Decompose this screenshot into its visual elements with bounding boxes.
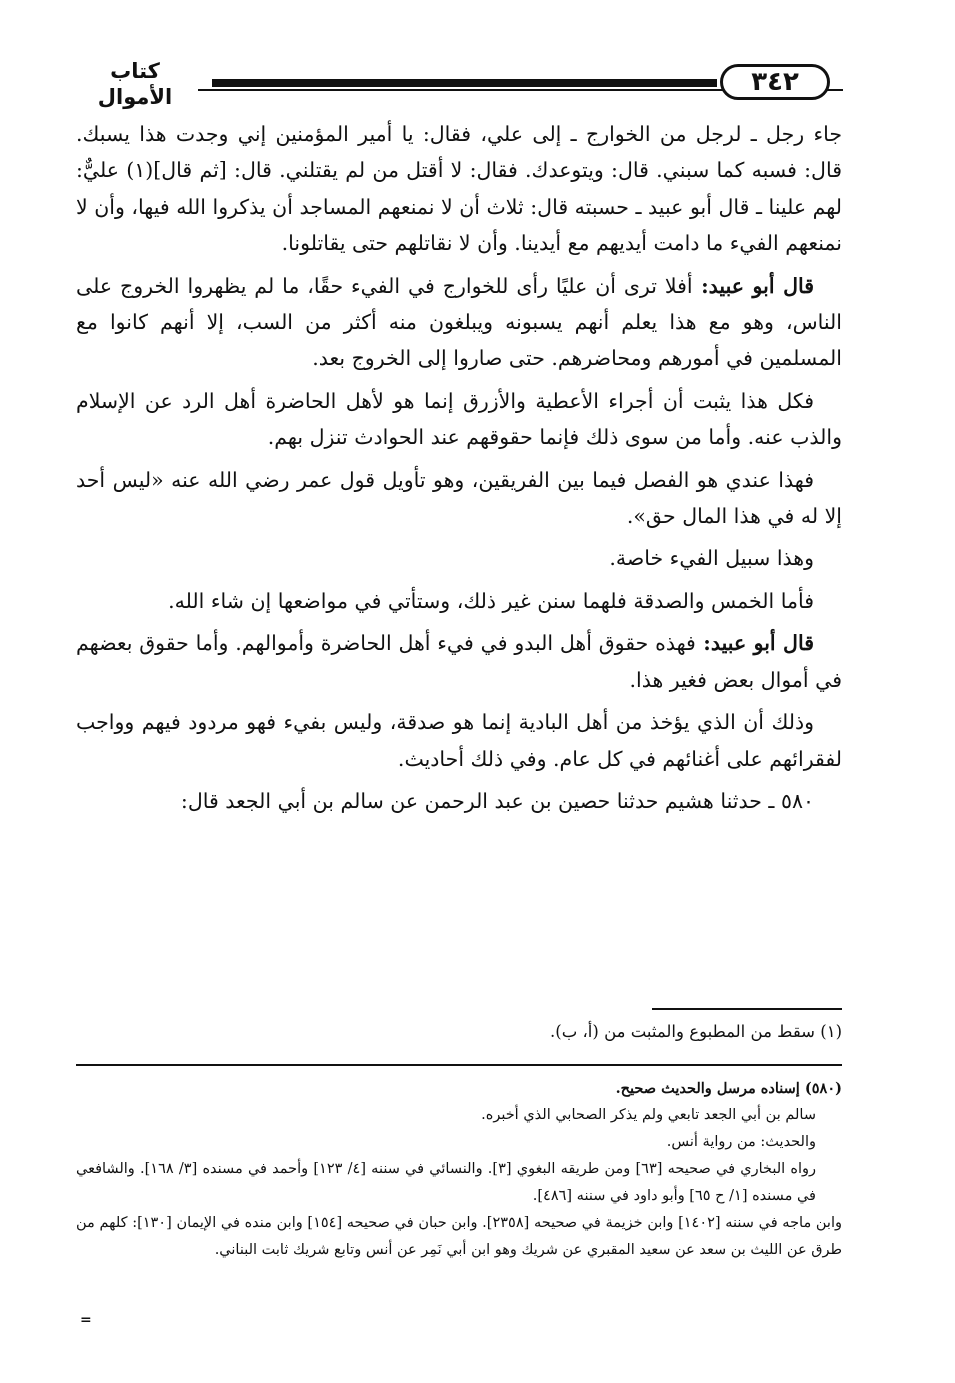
paragraph-text: وذلك أن الذي يؤخذ من أهل البادية إنما هو صدقة، وليس بفيء فهو مردود فيهم وواجب لفقرائهم على أغنائهم في كل عام. وفي ذلك أحاديث.	[76, 710, 842, 771]
speaker-label: قال أبو عبيد:	[695, 631, 814, 656]
paragraph	[76, 383, 842, 456]
footnote-line: والحديث: من رواية أنس.	[666, 1134, 816, 1150]
speaker-label: قال أبو عبيد:	[692, 273, 815, 298]
paragraph	[76, 268, 842, 377]
hadith-580-notes	[76, 1075, 842, 1264]
paragraph-text: فهذه حقوق أهل البدو في فيء أهل الحاضرة وأموالهم. وأما حقوق بعضهم في أموال بعض فغير هذا.	[76, 631, 842, 692]
footnote-line: (٥٨٠) إسناده مرسل والحديث صحيح.	[615, 1080, 842, 1097]
page-number: ٣٤٢	[720, 64, 830, 100]
paragraph	[76, 462, 842, 535]
page-header	[72, 59, 843, 109]
footnote-divider	[76, 1064, 842, 1066]
footnote-line: سالم بن أبي الجعد تابعي ولم يذكر الصحابي الذي أخبره.	[481, 1107, 816, 1123]
paragraph	[76, 116, 842, 262]
paragraph-text: وهذا سبيل الفيء خاصة.	[609, 546, 814, 571]
paragraph	[76, 625, 842, 698]
main-text	[76, 116, 842, 825]
paragraph	[76, 783, 842, 819]
paragraph-text: فكل هذا يثبت أن أجراء الأعطية والأزرق إنما هو لأهل الحاضرة أهل الرد عن الإسلام والذب عنه. وأما من سوى ذلك فإنما حقوقهم عند الحوادث تنزل بهم.	[76, 388, 842, 450]
paragraph-text: ٥٨٠ ـ حدثنا هشيم حدثنا حصين بن عبد الرحمن عن سالم بن أبي الجعد قال:	[180, 788, 814, 813]
paragraph	[76, 583, 842, 619]
footnote-line: رواه البخاري في صحيحه [٦٣] ومن طريقه البغوي [٣]. والنسائي في سننه [٤/ ١٢٣] وأحمد في مسنده [٣/ ١٦٨]. والشافعي في مسنده [١/ ح ٦٥] وأبو داود في سننه [٤٨٦].	[76, 1161, 817, 1204]
footnote-separator	[652, 1008, 842, 1010]
paragraph-text: فهذا عندي هو الفصل فيما بين الفريقين، وهو تأويل قول عمر رضي الله عنه «ليس أحد إلا له في هذا المال حق».	[76, 467, 842, 529]
continuation-mark: =	[80, 1312, 92, 1328]
paragraph-text: فأما الخمس والصدقة فلهما سنن غير ذلك، وستأتي في مواضعها إن شاء الله.	[168, 588, 814, 613]
paragraph-text: جاء رجل ـ لرجل من الخوارج ـ إلى علي، فقال: يا أمير المؤمنين إني وجدت هذا يسبك. قال: فسبه كما سبني. قال: ويتوعدك. فقال: لا أقتل من لم يقتلني. قال: [ثم قال](١) عليٌّ: لهم علينا ـ قال أبو عبيد ـ حسبته قال: ثلاث أن لا نمنعهم المساجد أن يذكروا الله فيها، وأن لا نمنعهم الفيء ما دامت أيديهم مع أيدينا. وأن لا نقاتلهم حتى يقاتلونا.	[76, 122, 843, 256]
footnote-1: (١) سقط من المطبوع والمثبت من (أ، ب).	[550, 1022, 842, 1041]
book-title: كتاب الأموال	[72, 58, 198, 110]
paragraph	[76, 540, 842, 576]
paragraph-text: أفلا ترى أن عليًا رأى للخوارج في الفيء حقًا، ما لم يظهروا الخروج على الناس، وهو مع هذا يعلم أنهم يسبونه ويبلغون منه أكثر من السب، إلا أنهم كانوا مع المسلمين في أمورهم ومحاضرهم. حتى صاروا إلى الخروج بعد.	[76, 273, 842, 371]
footnote-line: وابن ماجه في سننه [١٤٠٢] وابن خزيمة في صحيحه [٢٣٥٨]. وابن حبان في صحيحه [١٥٤] وابن منده في الإيمان [١٣٠]: كلهم من طرق عن الليث بن سعد عن سعيد المقبري عن شريك وهو ابن أبي نَمِر عن أنس وتابع شريك ثابت البناني.	[76, 1215, 842, 1258]
header-rule-right	[212, 79, 717, 87]
paragraph	[76, 704, 842, 777]
